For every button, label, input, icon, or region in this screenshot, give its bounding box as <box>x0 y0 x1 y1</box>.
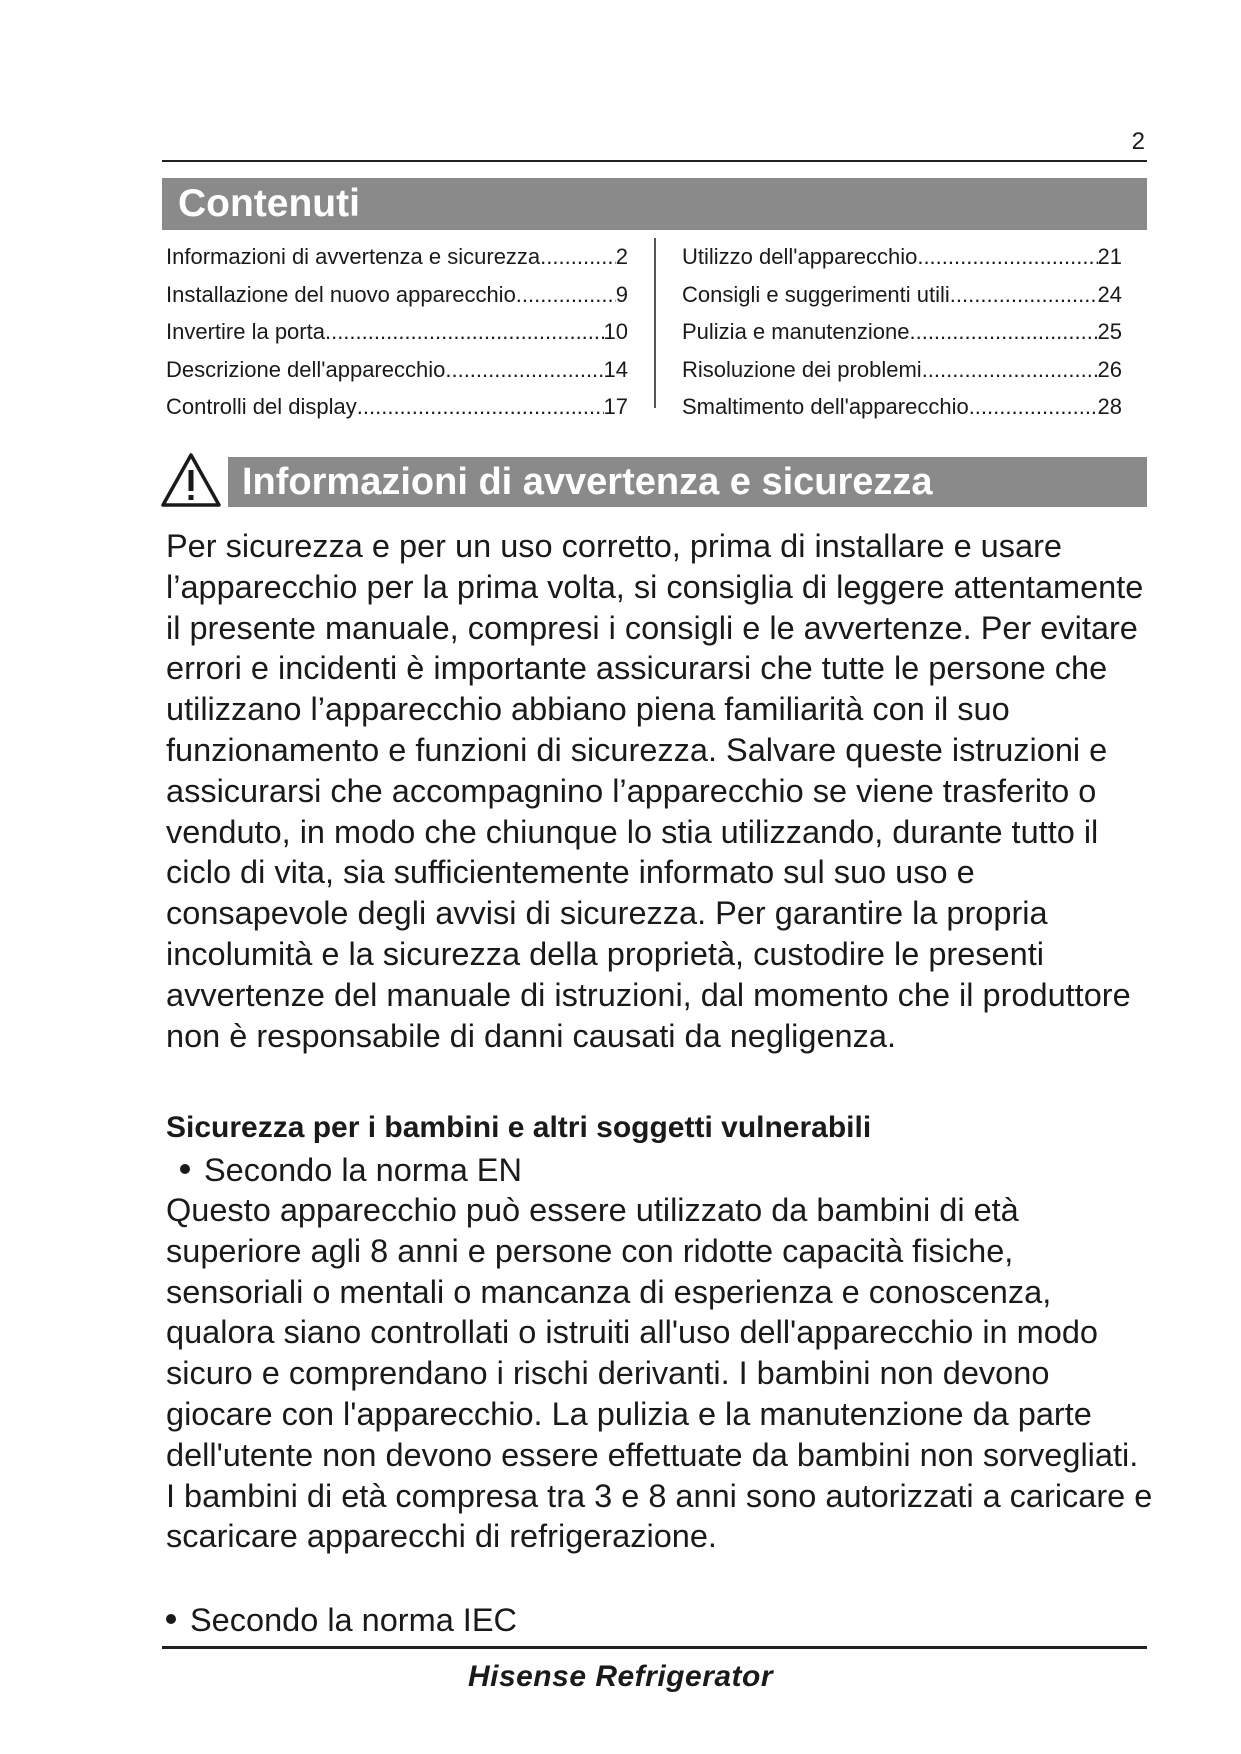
toc-divider <box>654 238 656 408</box>
toc-entry-title: Consigli e suggerimenti utili <box>682 281 950 307</box>
toc-entry-page: 25 <box>1097 319 1122 344</box>
toc-entry[interactable] <box>166 238 628 276</box>
toc-entry[interactable] <box>682 388 1122 426</box>
toc-entry-page: 2 <box>615 244 628 269</box>
bullet-en-label: Secondo la norma EN <box>204 1152 522 1188</box>
top-rule <box>162 160 1147 162</box>
toc-entry-title: Controlli del display <box>166 394 357 419</box>
toc-entry-page: 28 <box>1097 394 1122 419</box>
page-number: 2 <box>1131 128 1145 155</box>
bullet-iec-label: Secondo la norma IEC <box>190 1602 517 1638</box>
toc-entry[interactable] <box>166 276 628 314</box>
toc-entry[interactable] <box>682 238 1122 276</box>
toc-entry-title: Descrizione dell'apparecchio <box>166 356 446 382</box>
toc-entry-title: Risoluzione dei problemi <box>682 356 922 382</box>
toc-entry-page: 17 <box>603 394 628 419</box>
toc-entry-title: Informazioni di avvertenza e sicurezza <box>166 244 541 269</box>
section-header: Informazioni di avvertenza e sicurezza <box>228 457 1147 507</box>
paragraph-en: Questo apparecchio può essere utilizzato da bambini di età superiore agli 8 anni e persone con ridotte capacità fisiche, sensoriali o mentali o mancanza di esperienza e conoscenza, qualora siano controllati o istruiti all'uso dell'apparecchio in modo sicuro e comprendano i rischi derivanti. I bambini non devono giocare con l'apparecchio. La pulizia e la manutenzione da parte dell'utente non devono essere effettuate da bambini non sorvegliati. I bambini di età compresa tra 3 e 8 anni sono autorizzati a caricare e scaricare apparecchi di refrigerazione. <box>166 1192 1153 1555</box>
toc-entry-page: 9 <box>615 281 628 307</box>
toc-entry-title: Utilizzo dell'apparecchio <box>682 244 918 269</box>
toc-entry-page: 21 <box>1097 244 1122 269</box>
toc-entry-title: Pulizia e manutenzione <box>682 319 910 344</box>
toc-entry[interactable] <box>166 351 628 389</box>
toc-left-column <box>166 238 628 426</box>
warning-triangle-icon <box>160 452 222 508</box>
toc-entry[interactable] <box>166 313 628 351</box>
toc-entry-page: 26 <box>1097 356 1122 382</box>
bottom-rule <box>162 1646 1147 1649</box>
toc-entry-title: Installazione del nuovo apparecchio. <box>166 281 522 307</box>
toc-entry[interactable] <box>682 351 1122 389</box>
bullet-dot-icon <box>180 1164 190 1174</box>
toc-entry-page: 14 <box>603 356 628 382</box>
bullet-dot-icon <box>166 1614 176 1624</box>
toc-entry[interactable] <box>166 388 628 426</box>
intro-paragraph: Per sicurezza e per un uso corretto, prima di installare e usare l’apparecchio per la prima volta, si consiglia di leggere attentamente il presente manuale, compresi i consigli e le avvertenze. Per evitare errori e incidenti è importante assicurarsi che tutte le persone che utilizzano l’apparecchio abbiano piena familiarità con il suo funzionamento e funzioni di sicurezza. Salvare queste istruzioni e assicurarsi che accompagnino l’apparecchio se viene trasferito o venduto, in modo che chiunque lo stia utilizzando, durante tutto il ciclo di vita, sia sufficientemente informato sul suo uso e consapevole degli avvisi di sicurezza. Per garantire la propria incolumità e la sicurezza della proprietà, custodire le presenti avvertenze del manuale di istruzioni, dal momento che il produttore non è responsabile di danni causati da negligenza. <box>166 528 1144 1054</box>
toc-entry[interactable] <box>682 276 1122 314</box>
toc-entry[interactable] <box>682 313 1122 351</box>
bullet-en <box>180 1150 522 1190</box>
toc-entry-page: 10 <box>603 319 628 344</box>
bullet-iec <box>166 1600 517 1640</box>
toc-right-column <box>682 238 1122 426</box>
toc-entry-title: Invertire la porta <box>166 319 325 344</box>
toc-entry-title: Smaltimento dell'apparecchio <box>682 394 969 419</box>
contents-header: Contenuti <box>162 178 1147 230</box>
subheading-children-safety: Sicurezza per i bambini e altri soggetti vulnerabili <box>166 1111 872 1144</box>
toc-entry-page: 24 <box>1097 281 1122 307</box>
footer-brand: Hisense Refrigerator <box>467 1660 774 1693</box>
